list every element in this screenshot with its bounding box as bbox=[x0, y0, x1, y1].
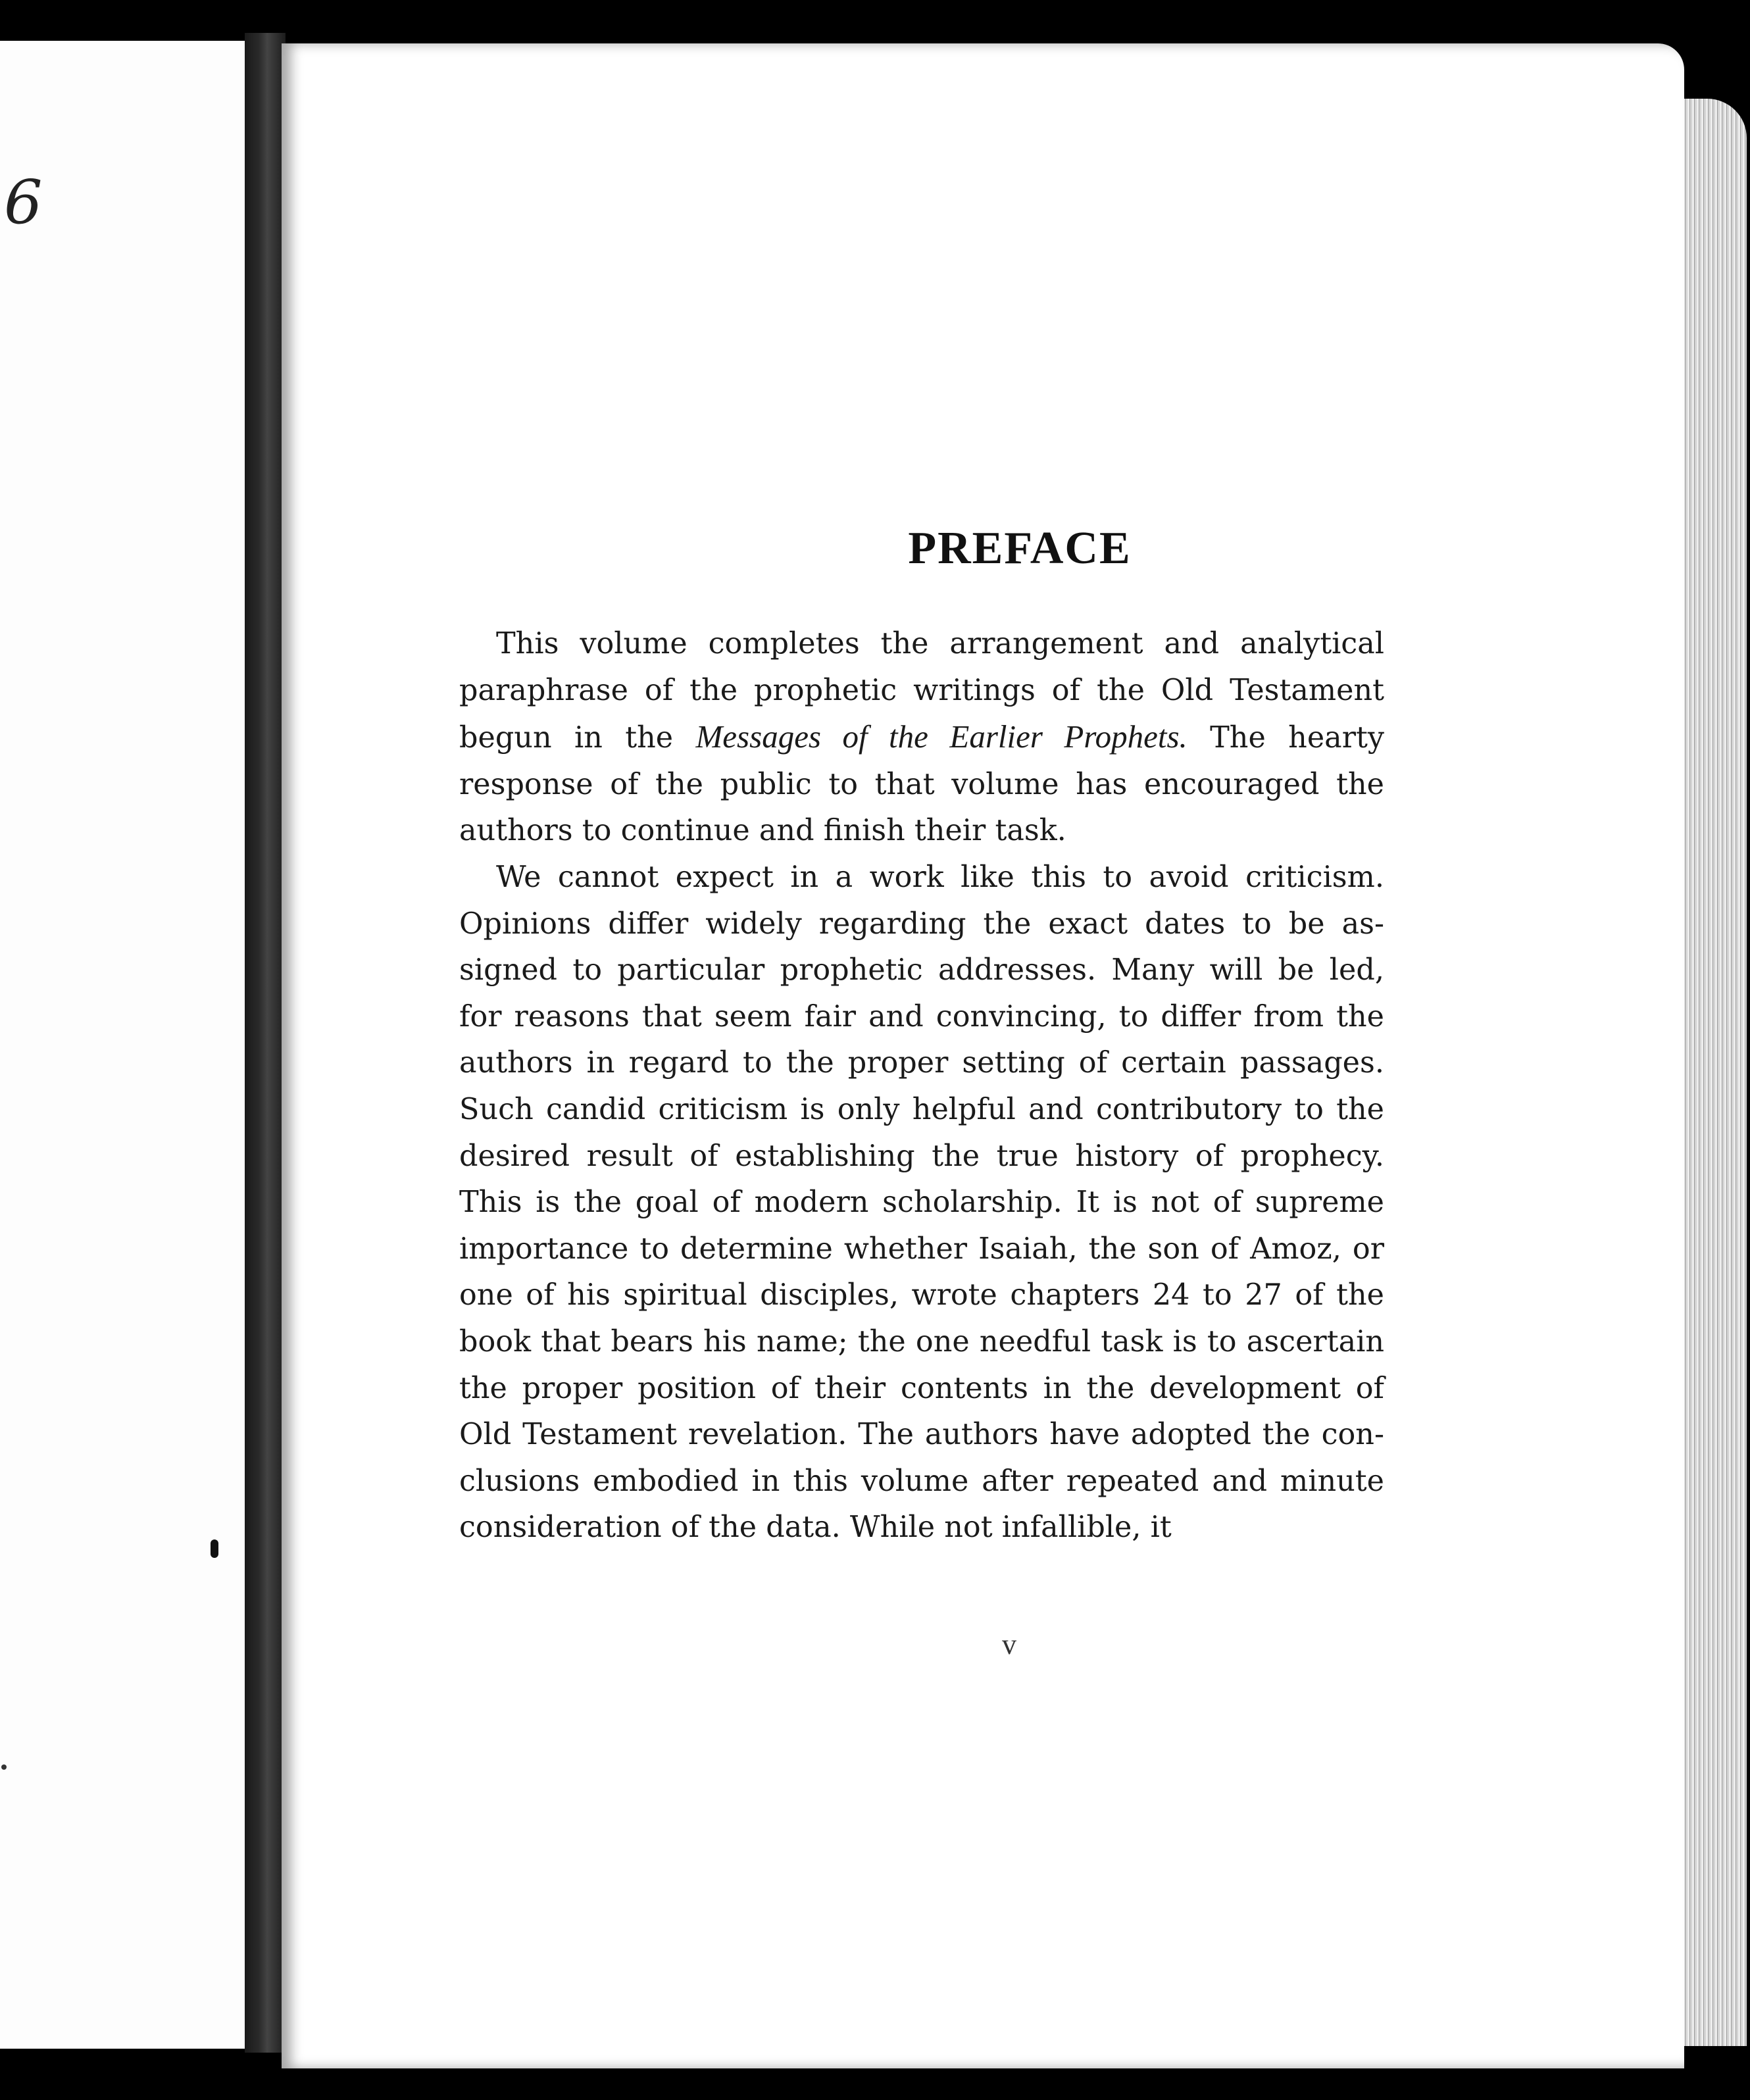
gutter-speck bbox=[211, 1539, 218, 1558]
book-title-reference: Messages of the Earlier Prophets. bbox=[695, 718, 1188, 755]
page-title: PREFACE bbox=[908, 523, 1132, 574]
paragraph-1-text-before: This volume completes the arrangement and analytical paraphrase of the prophetic writings of the Old Testament begun in the bbox=[459, 627, 1384, 755]
paragraph-1-text-after: The hearty response of the public to that volume has encouraged the authors to continue and finish their task. bbox=[459, 721, 1384, 848]
facing-page-margin-mark: 6 bbox=[4, 167, 43, 238]
facing-page bbox=[0, 41, 250, 2049]
preface-page bbox=[282, 43, 1684, 2068]
preface-body bbox=[459, 621, 1384, 1551]
paragraph-2: We cannot expect in a work like this to avoid criticism. Opinions differ widely regarding the exact dates to be assigned to particular prophetic addresses. Many will be led, for reasons that seem fair and convincing, to differ from the authors in regard to the proper setting of certain passages. Such candid criticism is only helpful and contributory to the desired result of establishing the true history of prophecy. This is the goal of modern scholarship. It is not of supreme importance to determine whether Isaiah, the son of Amoz, or one of his spiritual disciples, wrote chapters 24 to 27 of the book that bears his name; the one needful task is to ascertain the proper position of their contents in the development of Old Testament revelation. The authors have adopted the conclusions embodied in this volume after repeated and minute consideration of the data. While not infallible, it bbox=[459, 860, 1384, 1545]
page-number: v bbox=[1002, 1628, 1016, 1661]
facing-page-speck bbox=[1, 1764, 7, 1770]
book-gutter bbox=[245, 33, 286, 2053]
paragraph-1 bbox=[459, 621, 1384, 855]
